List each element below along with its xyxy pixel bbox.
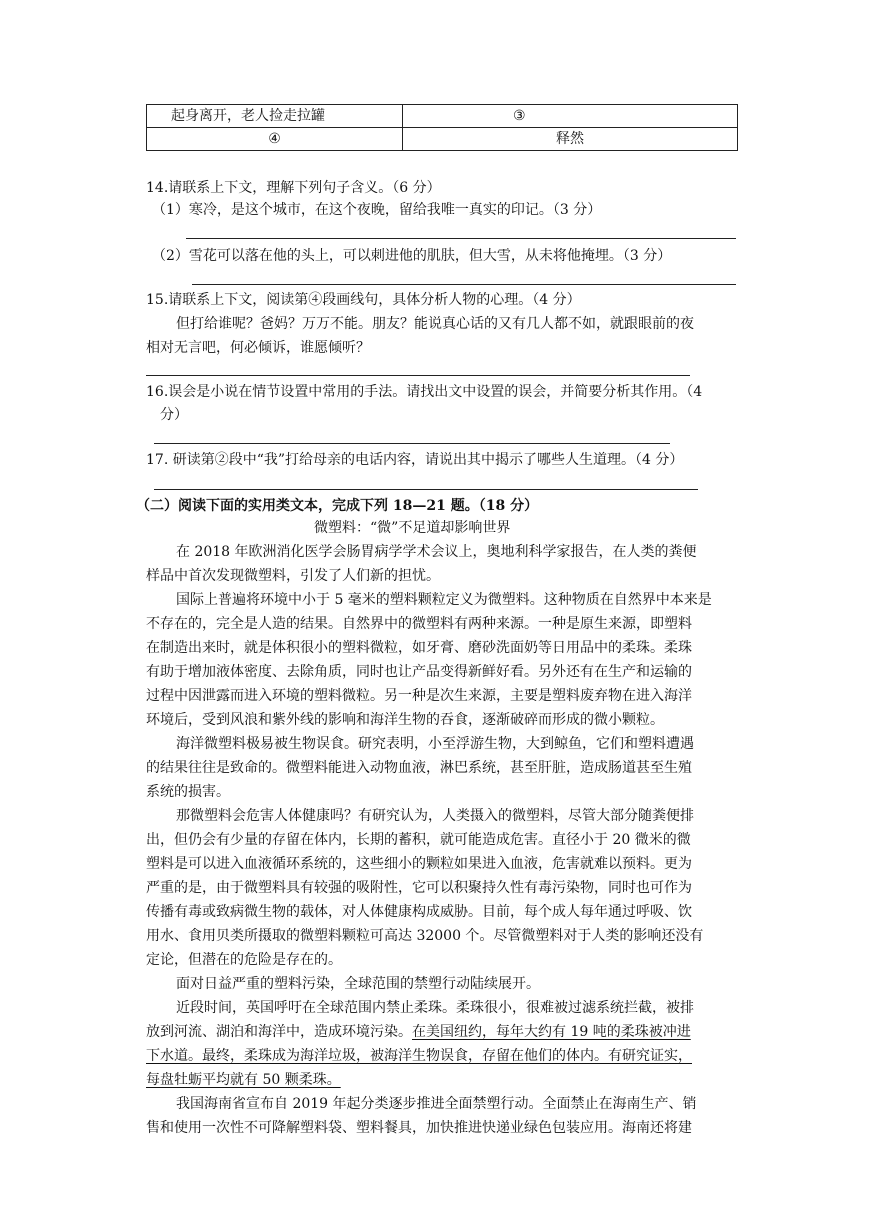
table-row (147, 105, 738, 128)
article-line: 海洋微塑料极易被生物误食。研究表明，小至浮游生物，大到鲸鱼，它们和塑料遭遇 (176, 736, 694, 752)
article-line: 那微塑料会危害人体健康吗？有研究认为，人类摄入的微塑料，尽管大部分随粪便排 (176, 808, 694, 824)
article-text: 放到河流、湖泊和海洋中，造成环境污染。 (146, 1024, 412, 1040)
article-line: 严重的是，由于微塑料具有较强的吸附性，它可以积聚持久性有毒污染物，同时也可作为 (146, 880, 692, 896)
underlined-sentence: 下水道。最终，柔珠成为海洋垃圾，被海洋生物误食，存留在他们的体内。有研究证实， (146, 1048, 692, 1064)
article-line: 系统的损害。 (146, 784, 230, 800)
article-line: 售和使用一次性不可降解塑料袋、塑料餐具，加快推进快递业绿色包装应用。海南还将建 (146, 1120, 692, 1136)
answer-line[interactable] (192, 284, 736, 285)
table-cell: ③ (403, 105, 738, 128)
article-line: 国际上普遍将环境中小于 5 毫米的塑料颗粒定义为微塑料。这种物质在自然界中本来是 (176, 592, 712, 608)
article-line: 出，但仍会有少量的存留在体内，长期的蓄积，就可能造成危害。直径小于 20 微米的微 (146, 832, 691, 848)
underlined-sentence: 每盘牡蛎平均就有 50 颗柔珠。 (146, 1072, 341, 1088)
article-line: 环境后，受到风浪和紫外线的影响和海洋生物的吞食，逐渐破碎而形成的微小颗粒。 (146, 712, 664, 728)
answer-line[interactable] (154, 489, 698, 490)
article-line: 近段时间，英国呼吁在全球范围内禁止柔珠。柔珠很小，很难被过滤系统拦截，被排 (176, 1000, 694, 1016)
article-line: 有助于增加液体密度、去除角质，同时也让产品变得新鲜好看。另外还有在生产和运输的 (146, 664, 692, 680)
table-row (147, 128, 738, 151)
article-line: 面对日益严重的塑料污染，全球范围的禁塑行动陆续展开。 (176, 976, 540, 992)
article-line: 塑料是可以进入血液循环系统的，这些细小的颗粒如果进入血液，危害就难以预料。更为 (146, 856, 692, 872)
table-cell: 起身离开，老人捡走拉罐 (147, 105, 403, 128)
question-14-sub-2: （2）雪花可以落在他的头上，可以刺进他的肌肤，但大雪，从未将他掩埋。（3 分） (152, 248, 672, 264)
article-line: 在 2018 年欧洲消化医学会肠胃病学学术会议上，奥地利科学家报告，在人类的粪便 (176, 544, 697, 560)
article-line (146, 1020, 691, 1044)
article-line: 定论，但潜在的危险是存在的。 (146, 952, 342, 968)
answer-line[interactable] (186, 238, 736, 239)
table-cell: 释然 (403, 128, 738, 151)
answer-line[interactable] (146, 375, 690, 376)
article-title: 微塑料：“微”不足道却影响世界 (314, 520, 511, 536)
quoted-sentence: 相对无言吧，何必倾诉，谁愿倾听？ (146, 340, 370, 356)
article-line: 不存在的，完全是人造的结果。自然界中的微塑料有两种来源。一种是原生来源，即塑料 (146, 616, 692, 632)
article-line: 过程中因泄露而进入环境的塑料微粒。另一种是次生来源，主要是塑料废弃物在进入海洋 (146, 688, 692, 704)
article-line: 用水、食用贝类所摄取的微塑料颗粒可高达 32000 个。尽管微塑料对于人类的影响还没有 (146, 928, 704, 944)
quoted-sentence: 但打给谁呢？爸妈？万万不能。朋友？能说真心话的又有几人都不如，就跟眼前的夜 (176, 316, 694, 332)
underlined-sentence: 在美国纽约，每年大约有 19 吨的柔珠被冲进 (412, 1024, 691, 1040)
answer-table (146, 104, 738, 151)
article-line: 样品中首次发现微塑料，引发了人们新的担忧。 (146, 568, 440, 584)
question-16-cont: 分） (160, 407, 188, 423)
table-cell: ④ (147, 128, 403, 151)
question-15: 15.请联系上下文，阅读第④段画线句，具体分析人物的心理。（4 分） (146, 292, 581, 308)
question-17: 17. 研读第②段中“我”打给母亲的电话内容，请说出其中揭示了哪些人生道理。（4 分） (146, 452, 684, 468)
question-14: 14.请联系上下文，理解下列句子含义。（6 分） (146, 180, 441, 196)
answer-line[interactable] (154, 443, 670, 444)
question-16: 16.误会是小说在情节设置中常用的手法。请找出文中设置的误会，并简要分析其作用。（4 (146, 384, 703, 400)
article-line: 在制造出来时，就是体积很小的塑料微粒，如牙膏、磨砂洗面奶等日用品中的柔珠。柔珠 (146, 640, 692, 656)
section-header: （二）阅读下面的实用类文本，完成下列 18—21 题。（18 分） (136, 498, 539, 514)
article-line: 传播有毒或致病微生物的载体，对人体健康构成威胁。目前，每个成人每年通过呼吸、饮 (146, 904, 692, 920)
question-14-sub-1: （1）寒冷，是这个城市，在这个夜晚，留给我唯一真实的印记。（3 分） (152, 202, 602, 218)
article-line: 我国海南省宣布自 2019 年起分类逐步推进全面禁塑行动。全面禁止在海南生产、销 (176, 1096, 697, 1112)
article-line: 的结果往往是致命的。微塑料能进入动物血液，淋巴系统，甚至肝脏，造成肠道甚至生殖 (146, 760, 692, 776)
